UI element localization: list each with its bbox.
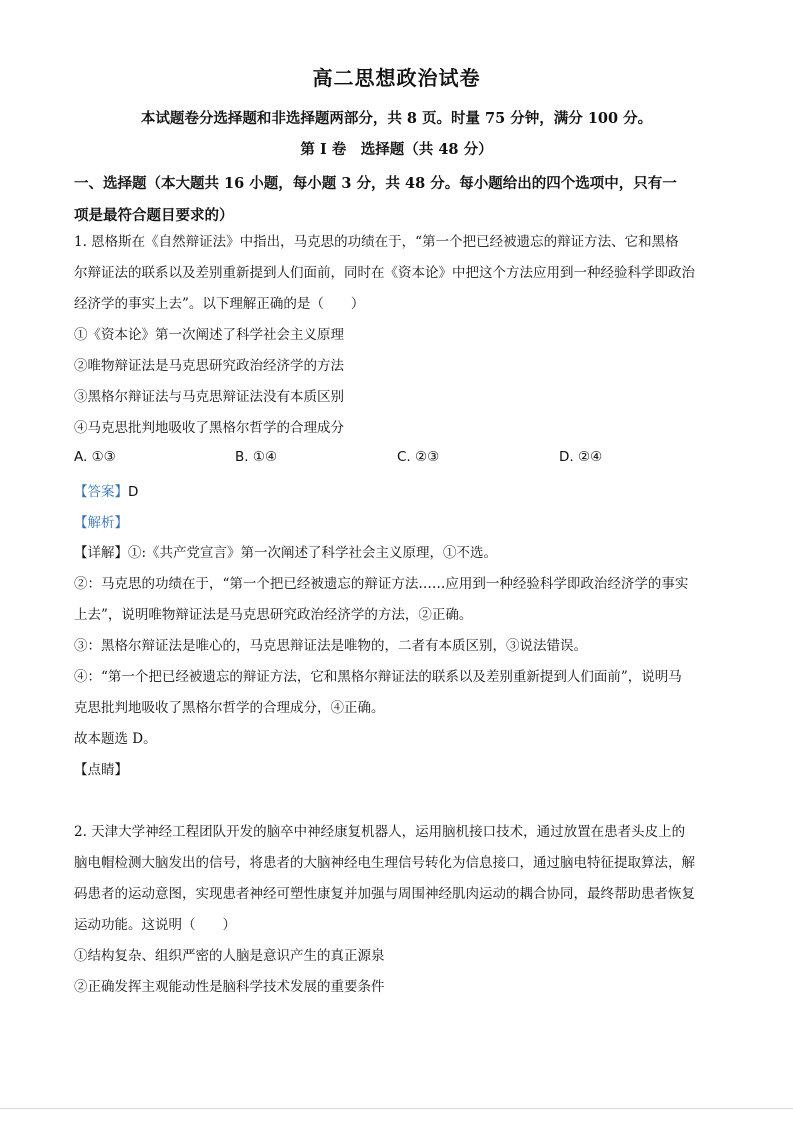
question-1-statement: ④马克思批判地吸收了黑格尔哲学的合理成分	[74, 420, 344, 436]
exam-instructions: 本试题卷分选择题和非选择题两部分，共 8 页。时量 75 分钟，满分 100 分。	[140, 110, 653, 127]
part-heading-line-1: 一、选择题（本大题共 16 小题，每小题 3 分，共 48 分。每小题给出的四个选项中，只有一	[74, 175, 677, 192]
question-1-stem-line: 尔辩证法的联系以及差别重新提到人们面前，同时在《资本论》中把这个方法应用到一种经验科学即政治	[74, 265, 695, 281]
analysis-label: 【解析】	[74, 515, 128, 531]
question-2-stem-line: 脑电帽检测大脑发出的信号，将患者的大脑神经电生理信号转化为信息接口，通过脑电特征提取算法，解	[74, 855, 695, 871]
section-title: 第 I 卷 选择题（共 48 分）	[300, 141, 493, 158]
answer-label: 【答案】	[74, 484, 128, 500]
question-1-statement: ②唯物辩证法是马克思研究政治经济学的方法	[74, 358, 344, 374]
part-heading-line-2: 项是最符合题目要求的）	[74, 207, 234, 224]
detail-line: 克思批判地吸收了黑格尔哲学的合理成分，④正确。	[74, 700, 385, 716]
answer-section	[74, 477, 724, 539]
question-1	[74, 227, 724, 444]
question-1-stem-line: 1. 恩格斯在《自然辩证法》中指出，马克思的功绩在于，“第一个把已经被遗忘的辩证方法、它和黑格	[74, 234, 679, 250]
detail-line: ③：黑格尔辩证法是唯心的，马克思辩证法是唯物的，二者有本质区别，③说法错误。	[74, 638, 587, 654]
question-1-statement: ③黑格尔辩证法与马克思辩证法没有本质区别	[74, 389, 344, 405]
question-2-stem-line: 码患者的运动意图，实现患者神经可塑性康复并加强与周围神经肌肉运动的耦合协同，最终帮助患者恢复	[74, 886, 695, 902]
question-1-stem-line: 经济学的事实上去”。以下理解正确的是（ ）	[74, 296, 365, 312]
answer-line	[74, 477, 724, 508]
question-1-statement: ①《资本论》第一次阐述了科学社会主义原理	[74, 327, 344, 343]
detail-section	[74, 538, 724, 786]
detail-line: 故本题选 D。	[74, 731, 157, 747]
detail-line: 上去”，说明唯物辩证法是马克思研究政治经济学的方法，②正确。	[74, 607, 473, 623]
question-2	[74, 817, 724, 1003]
option-b[interactable]: B. ①④	[235, 449, 278, 465]
page-title: 高二思想政治试卷	[312, 66, 481, 90]
detail-line: ④：“第一个把已经被遗忘的辩证方法，它和黑格尔辩证法的联系以及差别重新提到人们面前”，说明马	[74, 669, 682, 685]
question-2-statement: ②正确发挥主观能动性是脑科学技术发展的重要条件	[74, 979, 385, 995]
question-2-stem-line: 运动功能。这说明（ ）	[74, 917, 236, 933]
part-heading	[74, 168, 724, 232]
question-2-stem-line: 2. 天津大学神经工程团队开发的脑卒中神经康复机器人，运用脑机接口技术，通过放置在患者头皮上的	[74, 824, 686, 840]
question-1-options	[74, 445, 724, 475]
answer-value: D	[128, 484, 139, 500]
option-a[interactable]: A. ①③	[74, 449, 116, 465]
detail-line: ②：马克思的功绩在于，“第一个把已经被遗忘的辩证方法……应用到一种经验科学即政治经济学的事实	[74, 576, 689, 592]
page-divider	[0, 1108, 793, 1109]
option-d[interactable]: D. ②④	[559, 449, 603, 465]
question-2-statement: ①结构复杂、组织严密的人脑是意识产生的真正源泉	[74, 948, 385, 964]
detail-line: 【详解】①:《共产党宣言》第一次阐述了科学社会主义原理，①不选。	[74, 545, 498, 561]
key-point-label: 【点睛】	[74, 762, 128, 778]
option-c[interactable]: C. ②③	[397, 449, 440, 465]
